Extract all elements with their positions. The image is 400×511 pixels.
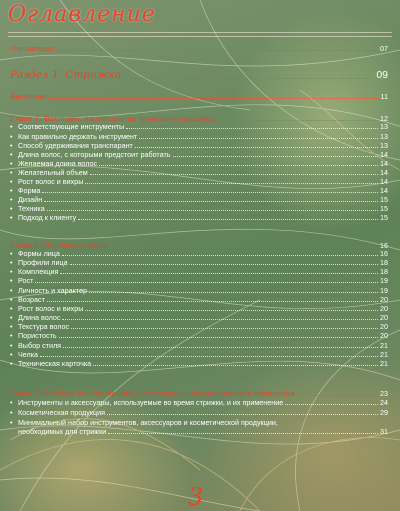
toc-entry <box>10 398 388 407</box>
toc-entry <box>10 150 388 159</box>
toc-entry-title: • Дизайн <box>10 195 42 204</box>
toc-entry-title: • Личность и характер <box>10 286 87 295</box>
toc-entry <box>10 408 388 417</box>
toc-leader-dots <box>42 192 378 193</box>
toc-entry-title: • Текстура волос <box>10 322 69 331</box>
toc-entry-title: • Длина волос <box>10 313 60 322</box>
toc-entry-title: • Подход к клиенту <box>10 213 76 222</box>
toc-entry-title: • Способ удерживания транспарант <box>10 141 133 150</box>
toc-entry-title: Раздел 1. Стрижка <box>10 69 122 81</box>
toc-entry-title: • Возраст <box>10 295 45 304</box>
toc-entry-title: • Как правильно держать инструмент <box>10 132 137 141</box>
toc-entry <box>10 186 388 195</box>
toc-leader-dots <box>44 201 378 202</box>
toc-entry <box>10 322 388 331</box>
toc-page-number: 20 <box>380 304 388 313</box>
toc-leader-dots <box>85 310 378 311</box>
toc-leader-dots <box>107 414 378 415</box>
toc-entry <box>10 304 388 313</box>
toc-page-number: 14 <box>380 186 388 195</box>
page-number: 3 <box>188 483 204 511</box>
toc-page-number: 14 <box>380 159 388 168</box>
toc-leader-dots <box>56 50 379 51</box>
toc-leader-dots <box>93 365 378 366</box>
toc-leader-dots <box>90 174 378 175</box>
toc-page-number: 19 <box>380 276 388 285</box>
toc-entry <box>10 204 388 213</box>
toc-entry <box>10 286 388 295</box>
toc-page-number: 20 <box>380 313 388 322</box>
toc-entry <box>10 276 388 285</box>
toc-page-number: 19 <box>380 286 388 295</box>
toc-entry <box>10 331 388 340</box>
toc-entry <box>10 359 388 368</box>
toc-leader-dots <box>126 128 378 129</box>
toc-page-number: 31 <box>380 427 388 436</box>
toc-entry-title: • Комплекция <box>10 267 58 276</box>
toc-page-number: 16 <box>380 249 388 258</box>
toc-entry <box>10 159 388 168</box>
toc-leader-dots <box>59 337 378 338</box>
toc-leader-dots <box>108 433 378 434</box>
toc-leader-dots <box>71 328 378 329</box>
toc-heading <box>10 92 388 101</box>
toc-leader-dots <box>63 347 378 348</box>
toc-page-number: 11 <box>380 92 388 101</box>
toc-leader-dots <box>40 356 378 357</box>
toc-entry-title: • Желательный объем <box>10 168 88 177</box>
toc-page-number: 14 <box>380 168 388 177</box>
page-title: Оглавление <box>8 2 156 27</box>
toc-entry <box>10 195 388 204</box>
toc-leader-dots <box>35 282 378 283</box>
toc-entry <box>10 141 388 150</box>
toc-entry-title: • Инструменты и аксессуары, используемые во время стрижки, и их применение <box>10 398 283 407</box>
toc-entry-title: • Формы лица <box>10 249 60 258</box>
toc-heading <box>10 44 388 53</box>
toc-page-number: 18 <box>380 258 388 267</box>
toc-page-number: 20 <box>380 295 388 304</box>
toc-entry <box>10 267 388 276</box>
toc-entry <box>10 295 388 304</box>
toc-page-number: 24 <box>380 398 388 407</box>
toc-entry-title: • Косметическая продукция <box>10 408 105 417</box>
toc-entry-title: Глава 1. Факторы, влияющие на качество стрижки <box>10 114 215 123</box>
toc-page-number: 21 <box>380 341 388 350</box>
toc-entry-title: • Выбор стиля <box>10 341 61 350</box>
toc-leader-dots <box>285 404 378 405</box>
toc-entry-title: • Длина волос, с которыми предстоит работать <box>10 150 171 159</box>
toc-leader-dots <box>62 255 378 256</box>
toc-leader-dots <box>60 273 378 274</box>
toc-entry-title: • Пористость <box>10 331 57 340</box>
toc-page-number: 18 <box>380 267 388 276</box>
toc-leader-dots <box>173 156 378 157</box>
title-rule-bottom <box>8 36 392 37</box>
toc-entry <box>10 313 388 322</box>
toc-leader-dots <box>135 147 378 148</box>
toc-entry-title: Глава 3. Рабочие инструменты, аксессуары и косметическая продукция <box>10 389 295 398</box>
toc-entry-title: От автора <box>10 44 54 53</box>
toc-heading <box>10 389 388 398</box>
toc-entry-title: • Техника <box>10 204 45 213</box>
toc-entry-title: • Желаемая длина волос <box>10 159 97 168</box>
toc-heading <box>10 69 388 81</box>
toc-leader-dots <box>123 78 374 79</box>
toc-leader-dots <box>47 210 378 211</box>
toc-page-number: 29 <box>380 408 388 417</box>
toc-leader-dots <box>297 395 378 396</box>
toc-page-number: 14 <box>380 150 388 159</box>
toc-leader-dots <box>99 165 378 166</box>
toc-page-number: 15 <box>380 204 388 213</box>
toc-entry-title: • Профили лица <box>10 258 68 267</box>
toc-page-number: 14 <box>380 177 388 186</box>
toc-leader-dots <box>89 292 378 293</box>
toc-entry <box>10 213 388 222</box>
toc-page-number: 07 <box>380 44 388 53</box>
toc-leader-dots <box>62 319 378 320</box>
toc-entry <box>10 249 388 258</box>
toc-leader-dots <box>111 247 378 248</box>
toc-page-number: 23 <box>380 389 388 398</box>
toc-leader-dots <box>78 219 378 220</box>
toc-entry <box>10 168 388 177</box>
toc-page-number: 20 <box>380 322 388 331</box>
toc-page-number: 21 <box>380 359 388 368</box>
title-rule-top <box>8 32 392 33</box>
toc-entry <box>10 132 388 141</box>
toc-page-number: 21 <box>380 350 388 359</box>
toc-entry <box>10 258 388 267</box>
toc-entry-title: • Челка <box>10 350 38 359</box>
toc-leader-dots <box>47 301 378 302</box>
toc-entry-title: • Минимальный набор инструментов, аксессуаров и косметической продукции, <box>10 418 278 427</box>
toc-page-number: 13 <box>380 122 388 131</box>
toc-leader-dots <box>70 264 378 265</box>
toc-entry <box>10 350 388 359</box>
toc-entry-title: • Соответствующие инструменты <box>10 122 124 131</box>
toc-entry-title: необходимых для стрижки <box>18 427 107 436</box>
toc-entry-title: • Техническая карточка <box>10 359 91 368</box>
toc-leader-dots <box>216 120 378 121</box>
toc-leader-dots <box>85 183 378 184</box>
toc-entry-title: Глава 2. Пункты анализа <box>10 241 109 250</box>
toc-page-number: 15 <box>380 213 388 222</box>
toc-leader-dots <box>139 138 378 139</box>
toc-entry-title: • Рост волос и вихры <box>10 177 83 186</box>
toc-entry-title: Введение <box>10 92 47 101</box>
toc-entry-title: • Рост волос и вихры <box>10 304 83 313</box>
toc-page-number: 13 <box>380 132 388 141</box>
toc-entry-title: • Форма <box>10 186 40 195</box>
toc-entry <box>10 341 388 350</box>
toc-entry <box>10 177 388 186</box>
toc-entry <box>10 418 388 427</box>
toc-page-number: 16 <box>380 241 388 250</box>
toc-leader-dots <box>48 98 378 99</box>
toc-entry <box>10 122 388 131</box>
toc-entry-title: • Рост <box>10 276 33 285</box>
toc-page-number: 13 <box>380 141 388 150</box>
toc-page-number: 15 <box>380 195 388 204</box>
toc-page-number: 20 <box>380 331 388 340</box>
toc-page-number: 09 <box>376 69 388 81</box>
toc-page-number: 12 <box>380 114 388 123</box>
toc-entry <box>18 427 388 436</box>
